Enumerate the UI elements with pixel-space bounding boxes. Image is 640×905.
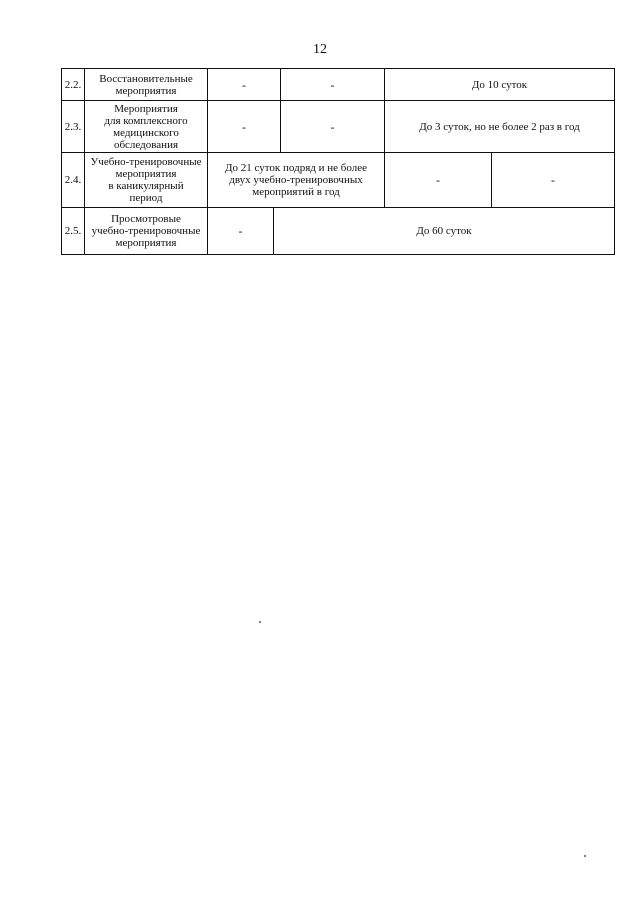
duration-line: двух учебно-тренировочных xyxy=(229,174,363,187)
cell-dash: - xyxy=(385,152,492,208)
event-name-line: для комплексного xyxy=(104,114,188,127)
table-row-2-2 xyxy=(62,69,615,101)
cell-dash: - xyxy=(208,208,274,255)
duration-line: мероприятий в год xyxy=(252,186,340,199)
cell-dash: - xyxy=(208,69,281,101)
cell-duration: До 60 суток xyxy=(274,208,615,255)
event-name-line: Восстановительные xyxy=(99,72,193,85)
row-number: 2.5. xyxy=(62,208,85,255)
scan-speck xyxy=(259,621,261,623)
event-name-line: в каникулярный xyxy=(108,180,184,193)
event-name xyxy=(85,208,208,255)
event-name xyxy=(85,101,208,153)
event-name-line: период xyxy=(129,192,163,205)
duration-line: До 21 суток подряд и не более xyxy=(225,162,367,175)
cell-dash: - xyxy=(281,69,385,101)
table-row-2-5 xyxy=(62,208,615,255)
cell-dash: - xyxy=(208,101,281,153)
cell-duration: До 10 суток xyxy=(385,69,615,101)
table-row-2-4 xyxy=(62,152,615,208)
event-name-line: Просмотровые xyxy=(111,213,181,226)
event-name xyxy=(85,152,208,208)
row-number: 2.3. xyxy=(62,101,85,153)
cell-dash: - xyxy=(492,152,615,208)
cell-duration xyxy=(208,152,385,208)
event-name-line: обследования xyxy=(113,138,179,151)
schedule-table xyxy=(61,68,615,255)
event-name-line: мероприятия xyxy=(115,168,177,181)
row-number: 2.2. xyxy=(62,69,85,101)
event-name-line: мероприятия xyxy=(115,84,177,97)
table-row-2-3 xyxy=(62,101,615,153)
cell-duration: До 3 суток, но не более 2 раз в год xyxy=(385,101,615,153)
event-name-line: Мероприятия xyxy=(114,102,178,115)
event-name-line: медицинского xyxy=(113,126,179,139)
event-name-line: учебно-тренировочные xyxy=(91,225,201,238)
event-name-line: мероприятия xyxy=(115,237,177,250)
event-name xyxy=(85,69,208,101)
event-name-line: Учебно-тренировочные xyxy=(90,156,202,169)
row-number: 2.4. xyxy=(62,152,85,208)
page-number: 12 xyxy=(313,42,327,57)
cell-dash: - xyxy=(281,101,385,153)
scan-speck xyxy=(584,855,586,857)
